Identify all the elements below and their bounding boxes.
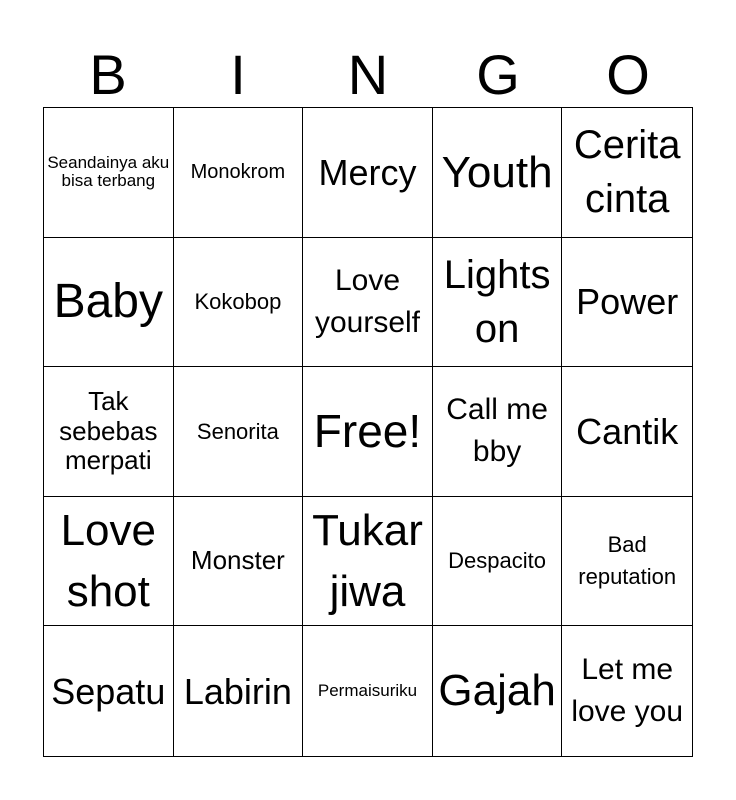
cell-label: Love shot [60, 505, 156, 617]
bingo-cell-r5c5[interactable] [562, 626, 692, 756]
bingo-cell-r3c3[interactable] [303, 367, 433, 497]
cell-label: Permaisuriku [317, 680, 418, 700]
bingo-cell-r4c2[interactable] [174, 497, 304, 627]
cell-label: Cantik [576, 410, 679, 452]
bingo-header [43, 42, 693, 108]
bingo-cell-r3c2[interactable] [174, 367, 304, 497]
bingo-cell-r4c5[interactable] [562, 497, 692, 627]
free-space-label: Free! [313, 404, 422, 457]
bingo-board [43, 107, 693, 757]
bingo-cell-r5c4[interactable] [433, 626, 563, 756]
cell-label: Senorita [196, 418, 279, 444]
header-letter-b: B [89, 43, 127, 106]
bingo-cell-r2c1[interactable] [44, 238, 174, 368]
bingo-cell-r4c4[interactable] [433, 497, 563, 627]
header-letter-i: I [230, 43, 246, 106]
bingo-cell-r3c5[interactable] [562, 367, 692, 497]
cell-label: Tukar jiwa [312, 505, 423, 617]
cell-label: Labirin [183, 670, 292, 712]
cell-label: Despacito [448, 548, 547, 574]
cell-label: Tak sebebas merpati [59, 385, 158, 476]
cell-label: Call me bby [446, 393, 548, 469]
cell-label: Bad reputation [578, 532, 677, 590]
bingo-cell-r4c3[interactable] [303, 497, 433, 627]
cell-label: Love yourself [314, 263, 421, 339]
cell-label: Mercy [318, 151, 417, 193]
cell-label: Monster [190, 545, 285, 576]
bingo-cell-r1c4[interactable] [433, 108, 563, 238]
bingo-cell-r1c3[interactable] [303, 108, 433, 238]
header-letter-o: O [606, 43, 650, 106]
cell-label: Sepatu [51, 670, 166, 712]
bingo-cell-r2c2[interactable] [174, 238, 304, 368]
cell-label: Monokrom [190, 161, 286, 184]
bingo-cell-r1c2[interactable] [174, 108, 304, 238]
cell-label: Gajah [438, 666, 556, 716]
bingo-cell-r3c4[interactable] [433, 367, 563, 497]
cell-label: Youth [441, 147, 553, 197]
header-letter-n: N [347, 43, 389, 106]
bingo-cell-r2c3[interactable] [303, 238, 433, 368]
header-letter-g: G [476, 43, 520, 106]
bingo-cell-r2c5[interactable] [562, 238, 692, 368]
cell-label: Baby [53, 274, 163, 328]
bingo-cell-r5c1[interactable] [44, 626, 174, 756]
bingo-cell-r1c5[interactable] [562, 108, 692, 238]
bingo-cell-r5c2[interactable] [174, 626, 304, 756]
bingo-cell-r4c1[interactable] [44, 497, 174, 627]
cell-label: Seandainya aku bisa terbang [47, 152, 170, 191]
cell-label: Lights on [443, 252, 551, 351]
cell-label: Power [576, 281, 679, 323]
bingo-cell-r5c3[interactable] [303, 626, 433, 756]
bingo-cell-r3c1[interactable] [44, 367, 174, 497]
bingo-cell-r2c4[interactable] [433, 238, 563, 368]
cell-label: Cerita cinta [573, 123, 681, 222]
bingo-cell-r1c1[interactable] [44, 108, 174, 238]
cell-label: Let me love you [571, 653, 684, 729]
cell-label: Kokobop [194, 289, 282, 315]
